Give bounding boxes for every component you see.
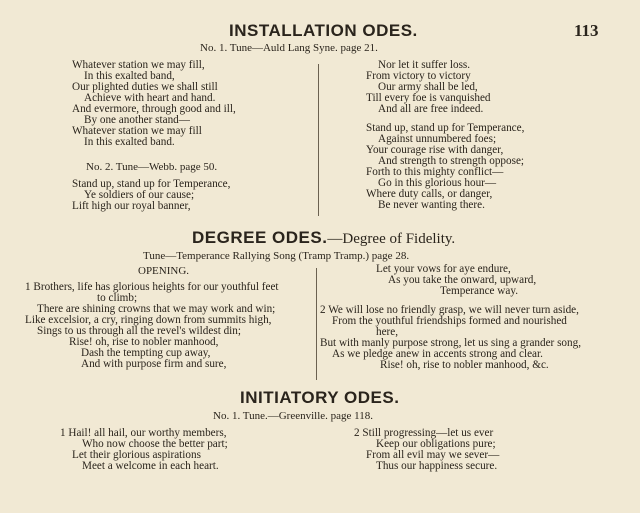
verse-line: Our army shall be led, [378,81,478,93]
verse-line: Rise! oh, rise to nobler manhood, [69,336,219,348]
degree-subtitle: —Degree of Fidelity. [327,231,456,247]
verse-line: From all evil may we sever— [366,449,500,461]
verse-line: From victory to victory [366,70,471,82]
verse-line: But with manly purpose strong, let us sing a grander song, [320,337,582,349]
degree-verse-1-cont [376,264,536,297]
installation-no1-verse-cont [366,60,491,115]
verse-line: Rise! oh, rise to nobler manhood, &c. [380,359,549,371]
verse-line: Nor let it suffer loss. [378,59,471,71]
installation-no2-verse [72,179,230,212]
verse-line: Sings to us through all the revel's wildest din; [37,325,241,337]
verse-line: From the youthful friendships formed and nourished [332,315,567,327]
verse-line: Like excelsior, a cry, ringing down from summits high, [25,314,272,326]
verse-line: And all are free indeed. [378,103,484,115]
page-title: INSTALLATION ODES. [229,21,418,40]
verse-line: 2 We will lose no friendly grasp, we will never turn aside, [320,304,579,316]
verse-line: Be never wanting there. [378,199,485,211]
verse-line: As you take the onward, upward, [388,274,537,286]
degree-verse-2 [320,305,581,371]
verse-line: Stand up, stand up for Temperance, [72,178,231,190]
verse-line: In this exalted band, [84,70,175,82]
verse-line: By one another stand— [84,114,190,126]
verse-line: Lift high our royal banner, [72,200,191,212]
verse-line: And strength to strength oppose; [378,155,525,167]
initiatory-tune: No. 1. Tune.—Greenville. page 118. [213,410,373,422]
verse-line: There are shining crowns that we may work and win; [37,303,276,315]
verse-line: And evermore, through good and ill, [72,103,236,115]
verse-line: Who now choose the better part; [82,438,228,450]
verse-line: 1 Brothers, life has glorious heights for our youthful feet [25,281,279,293]
verse-line: Thus our happiness secure. [376,460,498,472]
verse-line: 1 Hail! all hail, our worthy members, [60,427,227,439]
verse-line: Stand up, stand up for Temperance, [366,122,525,134]
verse-line: Let their glorious aspirations [72,449,201,461]
degree-tune: Tune—Temperance Rallying Song (Tramp Tramp.) page 28. [143,250,410,262]
verse-line: In this exalted band. [84,136,175,148]
verse-line: Achieve with heart and hand. [84,92,216,104]
verse-line: Whatever station we may fill, [72,59,205,71]
verse-line: Let your vows for aye endure, [376,263,511,275]
installation-no1-verse [72,60,236,148]
installation-no1-tune: No. 1. Tune—Auld Lang Syne. page 21. [200,42,378,54]
column-divider [316,268,317,380]
verse-line: Keep our obligations pure; [376,438,496,450]
verse-line: Your courage rise with danger, [366,144,504,156]
verse-line: 2 Still progressing—let us ever [354,427,494,439]
initiatory-verse-1 [60,428,228,472]
degree-heading [192,228,455,249]
initiatory-title: INITIATORY ODES. [240,388,400,407]
verse-line: Temperance way. [440,285,518,297]
verse-line: Against unnumbered foes; [378,133,497,145]
verse-line: Where duty calls, or danger, [366,188,493,200]
column-divider [318,64,319,216]
degree-verse-1 [25,282,279,370]
verse-line: Forth to this mighty conflict— [366,166,504,178]
opening-label: OPENING. [138,265,190,277]
page-number: 113 [574,21,599,40]
degree-title: DEGREE ODES. [192,228,328,247]
verse-line: to climb; [97,292,138,304]
verse-line: here, [376,326,399,338]
verse-line: As we pledge anew in accents strong and clear. [332,348,543,360]
verse-line: Ye soldiers of our cause; [84,189,195,201]
installation-no2-tune: No. 2. Tune—Webb. page 50. [86,161,218,173]
verse-line: And with purpose firm and sure, [81,358,227,370]
verse-line: Whatever station we may fill [72,125,202,137]
initiatory-verse-2 [354,428,499,472]
verse-line: Our plighted duties we shall still [72,81,218,93]
verse-line: Dash the tempting cup away, [81,347,211,359]
verse-line: Go in this glorious hour— [378,177,497,189]
verse-line: Meet a welcome in each heart. [82,460,219,472]
installation-no2-verse-cont [366,123,524,211]
verse-line: Till every foe is vanquished [366,92,491,104]
